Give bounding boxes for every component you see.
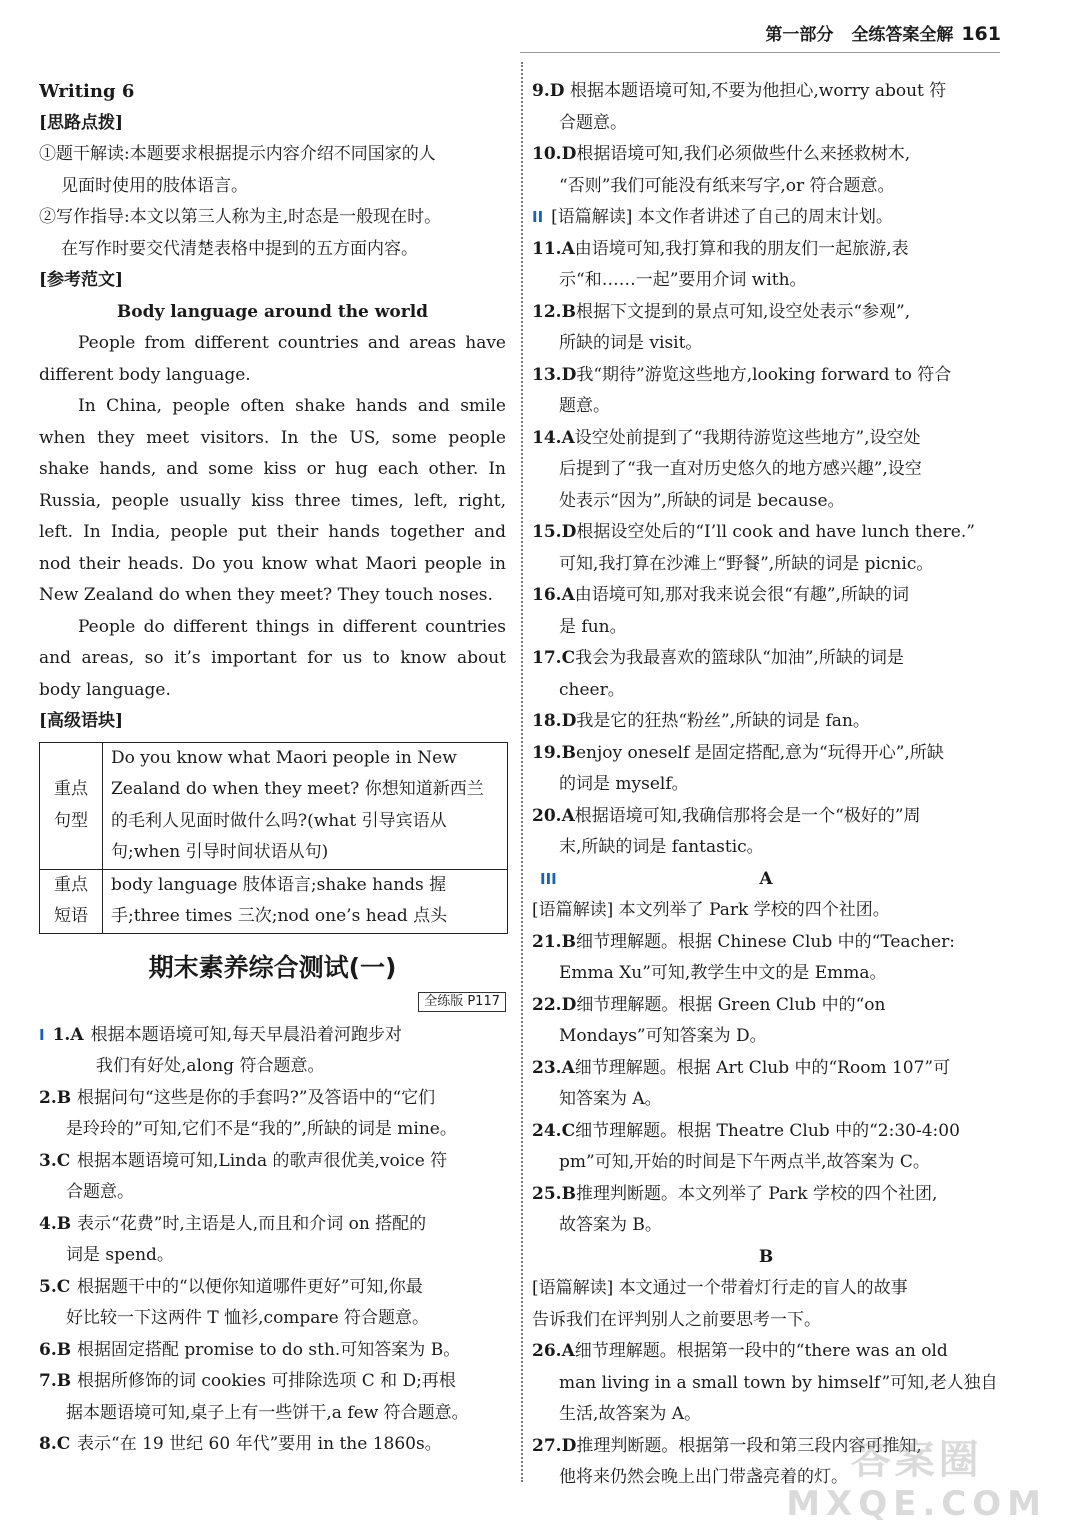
answer-number: 27.D (532, 1435, 577, 1456)
answer-text: 根据题干中的“以便你知道哪件更好”可知,你最 (77, 1276, 423, 1297)
answer-text-cont: 合题意。 (559, 112, 627, 133)
answer-item (39, 1083, 506, 1115)
header-rule (520, 52, 1000, 53)
answer-text: 表示“花费”时,主语是人,而且和介词 on 搭配的 (77, 1213, 427, 1234)
answer-item (532, 801, 1000, 833)
table-row-content: body language 肢体语言;shake hands 握手;three times 三次;nod one’s head 点头 (103, 869, 508, 933)
answer-text: 根据本题语境可知,Linda 的歌声很优美,voice 符 (77, 1150, 448, 1171)
answer-text: 根据设空处后的“I’ll cook and have lunch there.” (576, 522, 975, 542)
answer-item (39, 1335, 506, 1367)
section-3-heading (532, 864, 1000, 896)
think-1-line-1: ①题干解读:本题要求根据提示内容介绍不同国家的人 (39, 144, 436, 164)
advanced-label: [高级语块] (39, 711, 124, 731)
answer-text: 由语境可知,那对我来说会很“有趣”,所缺的词 (574, 585, 909, 605)
answer-item (532, 580, 1000, 612)
answer-number: 20.A (532, 805, 575, 826)
answer-number: 18.D (532, 711, 577, 731)
answer-number: 19.B (532, 742, 576, 763)
think-1-line-2: 见面时使用的肢体语言。 (61, 175, 248, 196)
answer-text: 推理判断题。根据第一段和第三段内容可推知, (576, 1435, 922, 1456)
answer-item (532, 738, 1000, 770)
reference-box: 全练版 P117 (418, 992, 506, 1012)
answer-text: 细节理解题。根据 Chinese Club 中的“Teacher: (575, 931, 955, 952)
answer-text-cont: Emma Xu”可知,教学生中文的是 Emma。 (559, 963, 887, 983)
left-column (39, 76, 506, 1461)
right-column (532, 76, 1000, 1494)
answer-text-cont: 合题意。 (66, 1182, 134, 1202)
table-row-label: 重点短语 (40, 869, 103, 933)
answer-text-cont: 后提到了“我一直对历史悠久的地方感兴趣”,设空 (559, 459, 922, 479)
answer-text-cont: 我们有好处,along 符合题意。 (96, 1056, 325, 1076)
header-subtitle: 全练答案全解 (851, 25, 954, 45)
answer-number: 9.D (532, 81, 565, 101)
sample-label: [参考范文] (39, 270, 124, 290)
essay-paragraph-1: People from different countries and areas have different body language. (39, 333, 506, 385)
answer-text: 我会为我最喜欢的篮球队“加油”,所缺的词是 (575, 648, 904, 668)
answer-text-cont: 所缺的词是 visit。 (559, 333, 703, 353)
answer-number: 14.A (532, 427, 575, 448)
essay-title: Body language around the world (116, 301, 429, 322)
table-row (40, 869, 508, 933)
answer-text-cont: 知答案为 A。 (559, 1089, 662, 1109)
essay-paragraph-3: People do different things in different countries and areas, so it’s important for us to know about body language. (39, 616, 506, 700)
answer-item (39, 1020, 506, 1052)
answer-text: 根据所修饰的词 cookies 可排除选项 C 和 D;再根 (77, 1371, 456, 1391)
answer-text-cont: 好比较一下这两件 T 恤衫,compare 符合题意。 (66, 1308, 430, 1328)
page-header (765, 22, 1001, 47)
section-3b-letter: B (758, 1246, 774, 1267)
answer-number: 25.B (532, 1183, 576, 1204)
column-divider (521, 62, 523, 1482)
answer-text-cont: Mondays”可知答案为 D。 (559, 1026, 767, 1046)
answer-number: 5.C (39, 1276, 71, 1297)
test-title: 期末素养综合测试(一) (148, 952, 397, 982)
answer-text-cont: 据本题语境可知,桌子上有一些饼干,a few 符合题意。 (66, 1402, 469, 1423)
answer-text-cont: pm”可知,开始的时间是下午两点半,故答案为 C。 (559, 1152, 930, 1172)
answer-text: 我是它的狂热“粉丝”,所缺的词是 fan。 (576, 711, 870, 731)
answer-number: 8.C (39, 1434, 71, 1454)
answer-text-cont: 他将来仍然会晚上出门带盏亮着的灯。 (559, 1467, 848, 1487)
answer-number: 26.A (532, 1341, 575, 1361)
essay-paragraph-2: In China, people often shake hands and smile when they meet visitors. In the US, some people shake hands, and some kiss or hug each other. In Russia, people usually kiss three times, left, right, left. In India, people put their hands together and nod their heads. Do you know what Maori people in New Zealand do when they meet? They touch noses. (39, 396, 506, 605)
section-3-letter: A (759, 868, 773, 889)
answer-text: 细节理解题。根据第一段中的“there was an old (574, 1341, 948, 1361)
answer-number: 11.A (532, 238, 575, 259)
answer-text: 细节理解题。根据 Theatre Club 中的“2:30-4:00 (575, 1120, 960, 1141)
answer-text-cont: 生活,故答案为 A。 (559, 1404, 702, 1424)
answer-item (39, 1146, 506, 1178)
answer-item (532, 76, 1000, 108)
answer-item (532, 1053, 1000, 1085)
answer-item (532, 706, 1000, 738)
answer-text: 根据下文提到的景点可知,设空处表示“参观”, (575, 301, 911, 322)
answer-item (532, 643, 1000, 675)
answer-text-cont: cheer。 (559, 679, 625, 700)
think-2-line-1: ②写作指导:本文以第三人称为主,时态是一般现在时。 (39, 207, 442, 227)
answer-number: 7.B (39, 1371, 72, 1391)
watermark-line-1: 答案圈 (850, 1437, 983, 1483)
answer-text: enjoy oneself 是固定搭配,意为“玩得开心”,所缺 (575, 742, 944, 763)
answer-item (532, 297, 1000, 329)
answer-number: 1.A (52, 1024, 84, 1045)
answer-text: 根据固定搭配 promise to do sth.可知答案为 B。 (77, 1339, 461, 1360)
answer-text: 根据本题语境可知,每天早晨沿着河跑步对 (90, 1024, 402, 1045)
answer-item (532, 1116, 1000, 1148)
answer-text: 细节理解题。根据 Art Club 中的“Room 107”可 (574, 1057, 951, 1078)
answer-text: 根据本题语境可知,不要为他担心,worry about 符 (570, 81, 947, 101)
answer-text: 我“期待”游览这些地方,looking forward to 符合 (576, 364, 952, 385)
section-2-intro (532, 202, 1000, 234)
answer-text-cont: 示“和……一起”要用介词 with。 (559, 270, 807, 290)
table-row-content: Do you know what Maori people in New Zealand do when they meet? 你想知道新西兰的毛利人见面时做什么吗?(what 引导宾语从句;when 引导时间状语从句) (103, 742, 508, 869)
answer-number: 4.B (39, 1213, 72, 1234)
answer-text: 设空处前提到了“我期待游览这些地方”,设空处 (574, 427, 921, 448)
answer-item (39, 1366, 506, 1398)
answer-number: 6.B (39, 1339, 72, 1360)
answer-text: 根据语境可知,我们必须做些什么来拯救树木, (576, 144, 911, 164)
answer-item (532, 423, 1000, 455)
answer-text-cont: 故答案为 B。 (559, 1215, 662, 1235)
answer-item (532, 990, 1000, 1022)
answer-item (39, 1272, 506, 1304)
answer-text: 细节理解题。根据 Green Club 中的“on (576, 994, 886, 1015)
answer-text-cont: 题意。 (559, 396, 610, 416)
answer-item (532, 360, 1000, 392)
answer-text-cont: 是玲玲的”可知,它们不是“我的”,所缺的词是 mine。 (66, 1119, 457, 1139)
answer-text-cont: 词是 spend。 (66, 1245, 174, 1265)
answer-number: 16.A (532, 585, 575, 605)
answer-number: 13.D (532, 364, 577, 385)
answer-number: 21.B (532, 931, 576, 952)
answer-text: 由语境可知,我打算和我的朋友们一起旅游,表 (574, 238, 909, 259)
watermark-line-2: MXQE.COM (786, 1484, 1047, 1524)
writing-title: Writing 6 (39, 81, 135, 102)
table-row-label: 重点句型 (40, 742, 103, 869)
answer-text: 根据问句“这些是你的手套吗?”及答语中的“它们 (77, 1087, 436, 1108)
answer-number: 24.C (532, 1120, 576, 1141)
answer-text-cont: 是 fun。 (559, 616, 627, 637)
answer-text: 表示“在 19 世纪 60 年代”要用 in the 1860s。 (77, 1434, 442, 1454)
answer-item (39, 1209, 506, 1241)
answer-number: 3.C (39, 1150, 71, 1171)
answer-number: 23.A (532, 1057, 575, 1078)
answer-text: 根据语境可知,我确信那将会是一个“极好的”周 (574, 805, 921, 826)
answer-number: 10.D (532, 144, 577, 164)
section-2-intro-text: [语篇解读] 本文作者讲述了自己的周末计划。 (551, 207, 893, 227)
answer-number: 12.B (532, 301, 576, 322)
answer-text-cont: 处表示“因为”,所缺的词是 because。 (559, 490, 845, 511)
section-3b-intro-line-1: [语篇解读] 本文通过一个带着灯行走的盲人的故事 (532, 1278, 908, 1298)
answer-item (532, 927, 1000, 959)
section-3a-intro: [语篇解读] 本文列举了 Park 学校的四个社团。 (532, 900, 890, 920)
section-3b-intro-line-2: 告诉我们在评判别人之前要思考一下。 (532, 1309, 821, 1330)
answer-item (532, 234, 1000, 266)
answer-text: 推理判断题。本文列举了 Park 学校的四个社团, (575, 1183, 938, 1204)
answer-item (532, 517, 1000, 549)
section-3-roman: III (540, 869, 557, 888)
answer-item (532, 1179, 1000, 1211)
answer-text-cont: 可知,我打算在沙滩上“野餐”,所缺的词是 picnic。 (559, 553, 934, 574)
header-section: 第一部分 (765, 25, 834, 45)
page-number: 161 (961, 23, 1001, 45)
answer-item (532, 139, 1000, 171)
table-row (40, 742, 508, 869)
answer-text-cont: “否则”我们可能没有纸来写字,or 符合题意。 (559, 175, 895, 196)
answer-text-cont: 的词是 myself。 (559, 774, 689, 794)
answer-number: 2.B (39, 1087, 72, 1108)
answer-item (532, 1336, 1000, 1368)
answer-text-cont: 末,所缺的词是 fantastic。 (559, 837, 764, 857)
think-label: [思路点拨] (39, 112, 124, 133)
watermark (786, 1438, 1047, 1526)
answer-number: 22.D (532, 994, 577, 1015)
answer-number: 17.C (532, 648, 576, 668)
answer-number: 15.D (532, 522, 577, 542)
advanced-phrases-table (39, 742, 508, 934)
section-1-roman: I (39, 1025, 45, 1044)
section-2-roman: II (532, 208, 544, 226)
think-2-line-2: 在写作时要交代清楚表格中提到的五方面内容。 (61, 238, 418, 259)
answer-item (39, 1429, 506, 1461)
answer-text-cont: man living in a small town by himself”可知,老人独自 (559, 1372, 998, 1393)
